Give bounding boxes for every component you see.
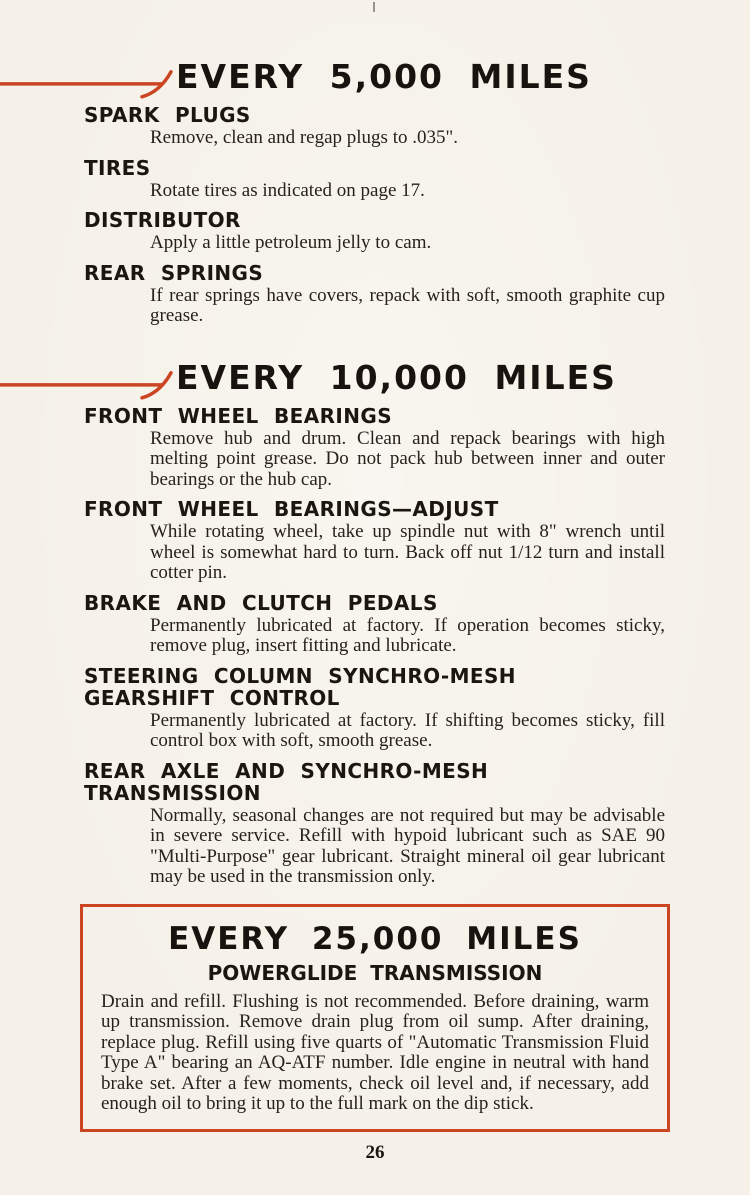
item-body: Rotate tires as indicated on page 17. [150, 179, 425, 201]
item-heading: FRONT WHEEL BEARINGS [84, 403, 393, 428]
item-heading: STEERING COLUMN SYNCHRO-MESH GEARSHIFT CONTROL [84, 663, 516, 710]
item-body: Permanently lubricated at factory. If operation becomes sticky, remove plug, insert fitting and lubricate. [150, 614, 665, 656]
item-body: While rotating wheel, take up spindle nut with 8" wrench until wheel is somewhat hard to turn. Back off nut 1/12 turn and install cotter pin. [150, 521, 665, 583]
section-every-5000-miles [0, 0, 750, 327]
maintenance-item [0, 157, 750, 202]
maintenance-item [0, 209, 750, 254]
maintenance-item [0, 498, 750, 584]
item-heading: REAR SPRINGS [84, 260, 264, 285]
scan-artifact [373, 2, 375, 12]
section-title-every-5000-miles: EVERY 5,000 MILES [176, 57, 592, 96]
arrow-icon [0, 356, 176, 402]
page-number: 26 [365, 1141, 385, 1163]
maintenance-item [0, 592, 750, 657]
item-body: Drain and refill. Flushing is not recommended. Before draining, warm up transmission. Remove drain plug from oil sump. After draining, replace plug. Refill using five quarts of "Automatic Transmission Fluid Type A" bearing an AQ-ATF number. Idle engine in neutral with hand brake set. After a few moments, check oil level and, if necessary, add enough oil to bring it up to the full mark on the dip stick. [101, 990, 649, 1114]
item-heading: SPARK PLUGS [84, 103, 251, 127]
section-title-every-10000-miles: EVERY 10,000 MILES [176, 357, 617, 397]
maintenance-item [0, 405, 750, 491]
item-heading: DISTRIBUTOR [84, 208, 241, 232]
maintenance-item [0, 104, 750, 149]
section-header [0, 357, 750, 399]
section-title-every-25000-miles: EVERY 25,000 MILES [168, 920, 582, 957]
item-body: If rear springs have covers, repack with soft, smooth graphite cup grease. [150, 284, 665, 326]
section-header [0, 56, 750, 98]
arrow-icon [0, 56, 176, 102]
boxed-section-every-25000-miles [80, 904, 670, 1132]
maintenance-item [0, 760, 750, 888]
maintenance-item [0, 665, 750, 752]
item-body: Apply a little petroleum jelly to cam. [150, 232, 432, 253]
item-heading: FRONT WHEEL BEARINGS—ADJUST [84, 497, 499, 521]
section-every-10000-miles [0, 335, 750, 888]
item-heading: REAR AXLE AND SYNCHRO-MESH TRANSMISSION [84, 758, 489, 805]
item-heading: BRAKE AND CLUTCH PEDALS [84, 590, 438, 615]
item-body: Remove hub and drum. Clean and repack bearings with high melting point grease. Do not pack hub between inner and outer bearings or the hub cap. [150, 427, 665, 490]
item-heading: TIRES [84, 155, 151, 180]
maintenance-item [0, 262, 750, 327]
powerglide-transmission-heading: POWERGLIDE TRANSMISSION [207, 960, 543, 985]
item-body: Permanently lubricated at factory. If shifting becomes sticky, fill control box with soft, smooth grease. [150, 709, 665, 751]
item-body: Remove, clean and regap plugs to .035". [150, 127, 458, 148]
item-body: Normally, seasonal changes are not required but may be advisable in severe service. Refill with hypoid lubricant such as SAE 90 "Multi-Purpose" gear lubricant. Straight mineral oil gear lubricant may be used in the transmission only. [150, 804, 665, 887]
